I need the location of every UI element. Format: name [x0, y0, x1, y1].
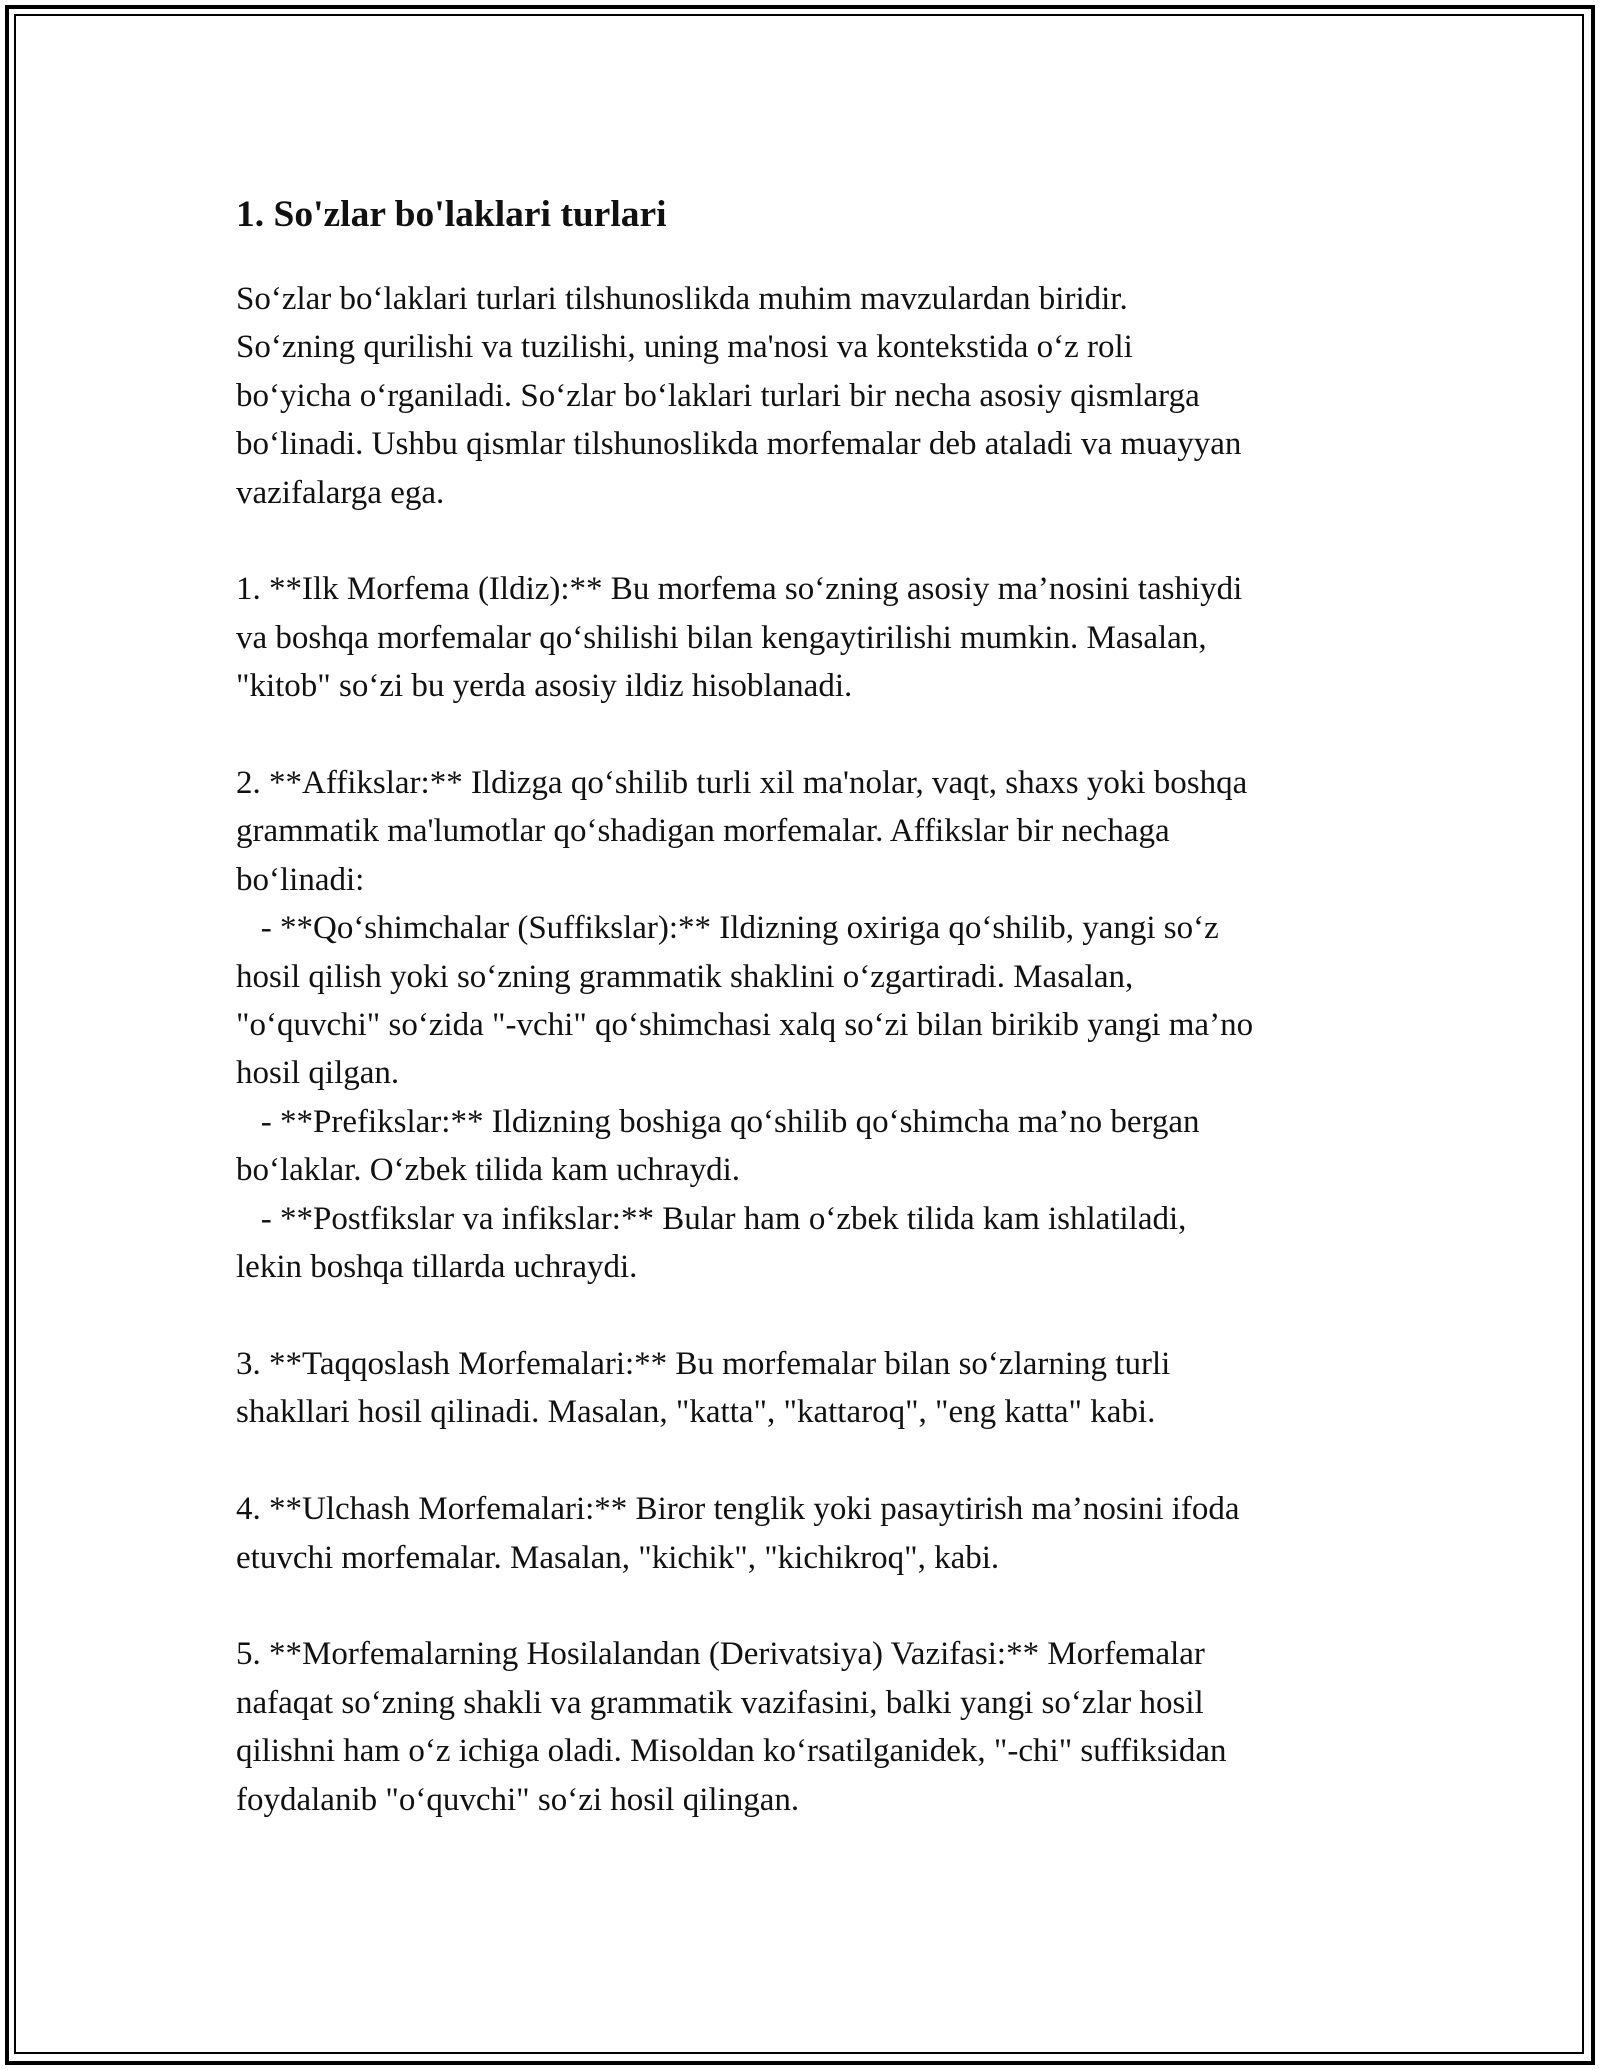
text-line: 1. **Ilk Morfema (Ildiz):** Bu morfema so‘zning asosiy ma’nosini tashiydi — [236, 571, 1243, 608]
paragraph — [236, 1485, 1416, 1582]
paragraph — [236, 759, 1416, 1291]
text-line: - **Prefikslar:** Ildizning boshiga qo‘shilib qo‘shimcha ma’no bergan — [236, 1103, 1200, 1140]
text-line: bo‘linadi. Ushbu qismlar tilshunoslikda morfemalar deb ataladi va muayyan — [236, 426, 1242, 463]
text-line: So‘zning qurilishi va tuzilishi, uning ma'nosi va kontekstida o‘z roli — [236, 329, 1133, 366]
text-line: vazifalarga ega. — [236, 474, 445, 511]
text-line: bo‘laklar. O‘zbek tilida kam uchraydi. — [236, 1152, 740, 1189]
text-line: "kitob" so‘zi bu yerda asosiy ildiz hisoblanadi. — [236, 668, 853, 705]
text-line: 2. **Affikslar:** Ildizga qo‘shilib turli xil ma'nolar, vaqt, shaxs yoki boshqa — [236, 765, 1248, 802]
document-title: 1. So'zlar bo'laklari turlari — [236, 194, 667, 235]
paragraph — [236, 1340, 1416, 1437]
paragraph — [236, 1630, 1416, 1824]
text-line: - **Postfikslar va infikslar:** Bular ham o‘zbek tilida kam ishlatiladi, — [236, 1200, 1187, 1237]
text-line: 3. **Taqqoslash Morfemalari:** Bu morfemalar bilan so‘zlarning turli — [236, 1345, 1171, 1382]
document-body — [236, 275, 1416, 1824]
text-line: lekin boshqa tillarda uchraydi. — [236, 1249, 638, 1286]
text-line: grammatik ma'lumotlar qo‘shadigan morfemalar. Affikslar bir nechaga — [236, 813, 1170, 850]
paragraph — [236, 565, 1416, 710]
text-line: va boshqa morfemalar qo‘shilishi bilan kengaytirilishi mumkin. Masalan, — [236, 619, 1207, 656]
text-line: shakllari hosil qilinadi. Masalan, "katta", "kattaroq", "eng katta" kabi. — [236, 1394, 1156, 1431]
text-line: So‘zlar bo‘laklari turlari tilshunoslikda muhim mavzulardan biridir. — [236, 281, 1128, 317]
paragraph — [236, 275, 1416, 517]
text-line: qilishni ham o‘z ichiga oladi. Misoldan ko‘rsatilganidek, "-chi" suffiksidan — [236, 1733, 1227, 1770]
text-line: - **Qo‘shimchalar (Suffikslar):** Ildizning oxiriga qo‘shilib, yangi so‘z — [236, 910, 1219, 947]
document-content — [236, 185, 1416, 1872]
text-line: bo‘yicha o‘rganiladi. So‘zlar bo‘laklari turlari bir necha asosiy qismlarga — [236, 377, 1200, 414]
text-line: nafaqat so‘zning shakli va grammatik vazifasini, balki yangi so‘zlar hosil — [236, 1684, 1204, 1721]
text-line: etuvchi morfemalar. Masalan, "kichik", "kichikroq", kabi. — [236, 1539, 1000, 1576]
text-line: hosil qilish yoki so‘zning grammatik shaklini o‘zgartiradi. Masalan, — [236, 958, 1134, 995]
text-line: hosil qilgan. — [236, 1055, 400, 1092]
text-line: foydalanib "o‘quvchi" so‘zi hosil qilingan. — [236, 1781, 800, 1818]
text-line: 5. **Morfemalarning Hosilalandan (Derivatsiya) Vazifasi:** Morfemalar — [236, 1636, 1205, 1673]
text-line: "o‘quvchi" so‘zida "-vchi" qo‘shimchasi xalq so‘zi bilan birikib yangi ma’no — [236, 1007, 1254, 1044]
text-line: bo‘linadi: — [236, 861, 365, 898]
text-line: 4. **Ulchash Morfemalari:** Biror tenglik yoki pasaytirish ma’nosini ifoda — [236, 1491, 1240, 1528]
